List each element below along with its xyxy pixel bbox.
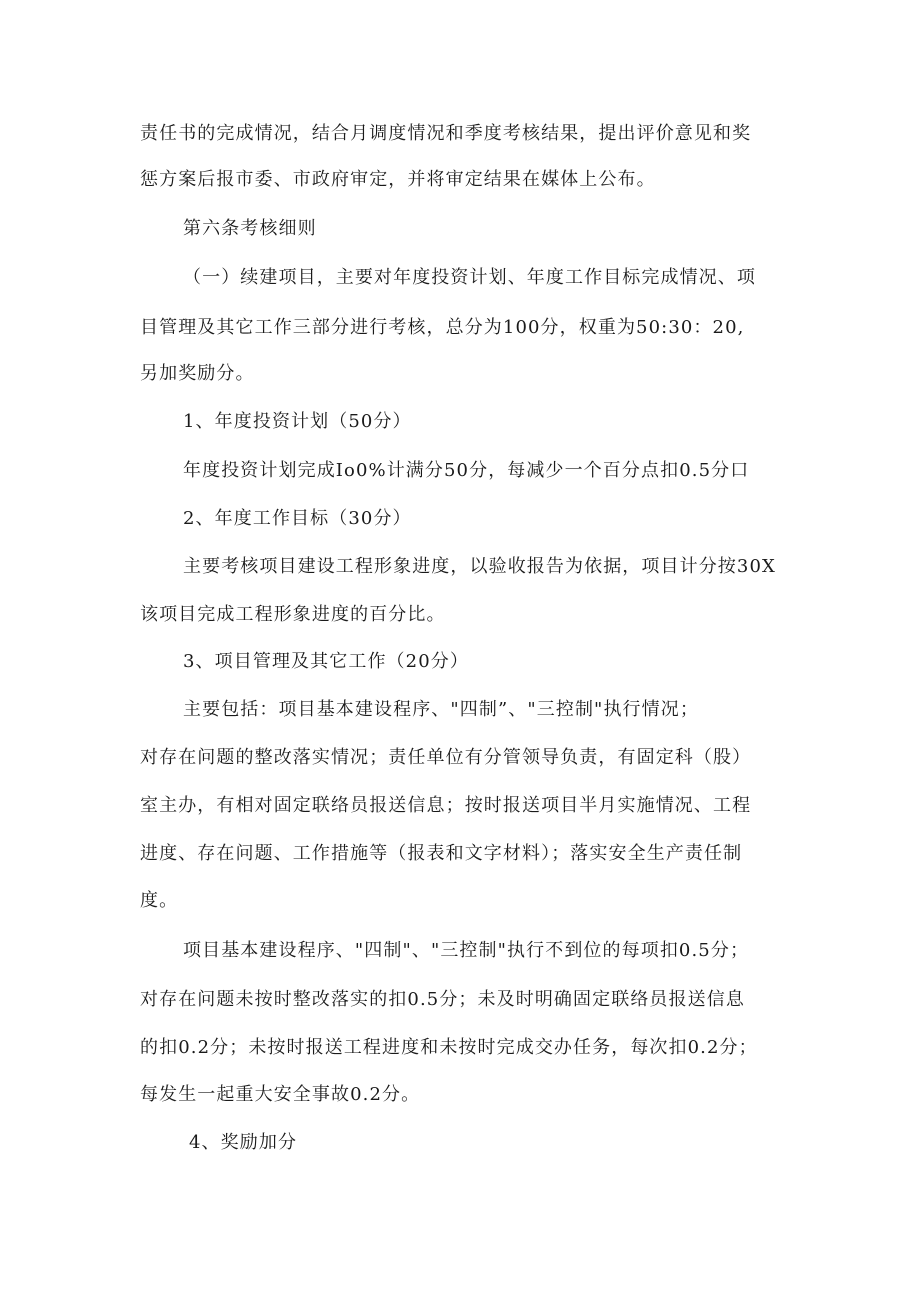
section-heading-3: 3、项目管理及其它工作（20分） bbox=[183, 651, 469, 672]
paragraph-line-7: 主要考核项目建设工程形象进度，以验收报告为依据，项目计分按30X bbox=[183, 556, 776, 577]
section-heading-4: 4、奖励加分 bbox=[189, 1132, 298, 1153]
paragraph-line-13: 度。 bbox=[140, 890, 179, 911]
paragraph-line-12: 进度、存在问题、工作措施等（报表和文字材料）；落实安全生产责任制 bbox=[140, 843, 743, 864]
paragraph-line-10: 对存在问题的整改落实情况；责任单位有分管领导负责，有固定科（股） bbox=[140, 747, 752, 768]
section-heading-1: 1、年度投资计划（50分） bbox=[183, 411, 412, 432]
paragraph-line-2: 惩方案后报市委、市政府审定，并将审定结果在媒体上公布。 bbox=[140, 169, 656, 190]
paragraph-line-9: 主要包括：项目基本建设程序、"四制”、"三控制"执行情况； bbox=[183, 699, 699, 720]
paragraph-line-14: 项目基本建设程序、"四制"、"三控制"执行不到位的每项扣0.5分； bbox=[183, 940, 750, 961]
article-heading: 第六条考核细则 bbox=[183, 218, 317, 239]
paragraph-line-16: 的扣0.2分；未按时报送工程进度和未按时完成交办任务，每次扣0.2分； bbox=[140, 1037, 758, 1058]
paragraph-line-6: 年度投资计划完成Io0%计满分50分，每减少一个百分点扣0.5分口 bbox=[183, 460, 750, 481]
paragraph-line-1: 责任书的完成情况，结合月调度情况和季度考核结果，提出评价意见和奖 bbox=[140, 123, 752, 144]
paragraph-line-5: 另加奖励分。 bbox=[140, 363, 255, 384]
paragraph-line-17: 每发生一起重大安全事故0.2分。 bbox=[140, 1084, 421, 1105]
paragraph-line-3: （一）续建项目，主要对年度投资计划、年度工作目标完成情况、项 bbox=[183, 267, 756, 288]
paragraph-line-11: 室主办，有相对固定联络员报送信息；按时报送项目半月实施情况、工程 bbox=[140, 795, 752, 816]
section-heading-2: 2、年度工作目标（30分） bbox=[183, 508, 412, 529]
paragraph-line-15: 对存在问题未按时整改落实的扣0.5分；未及时明确固定联络员报送信息 bbox=[140, 989, 745, 1010]
paragraph-line-4: 目管理及其它工作三部分进行考核，总分为100分，权重为50:30：20, bbox=[140, 317, 745, 338]
paragraph-line-8: 该项目完成工程形象进度的百分比。 bbox=[140, 604, 446, 625]
